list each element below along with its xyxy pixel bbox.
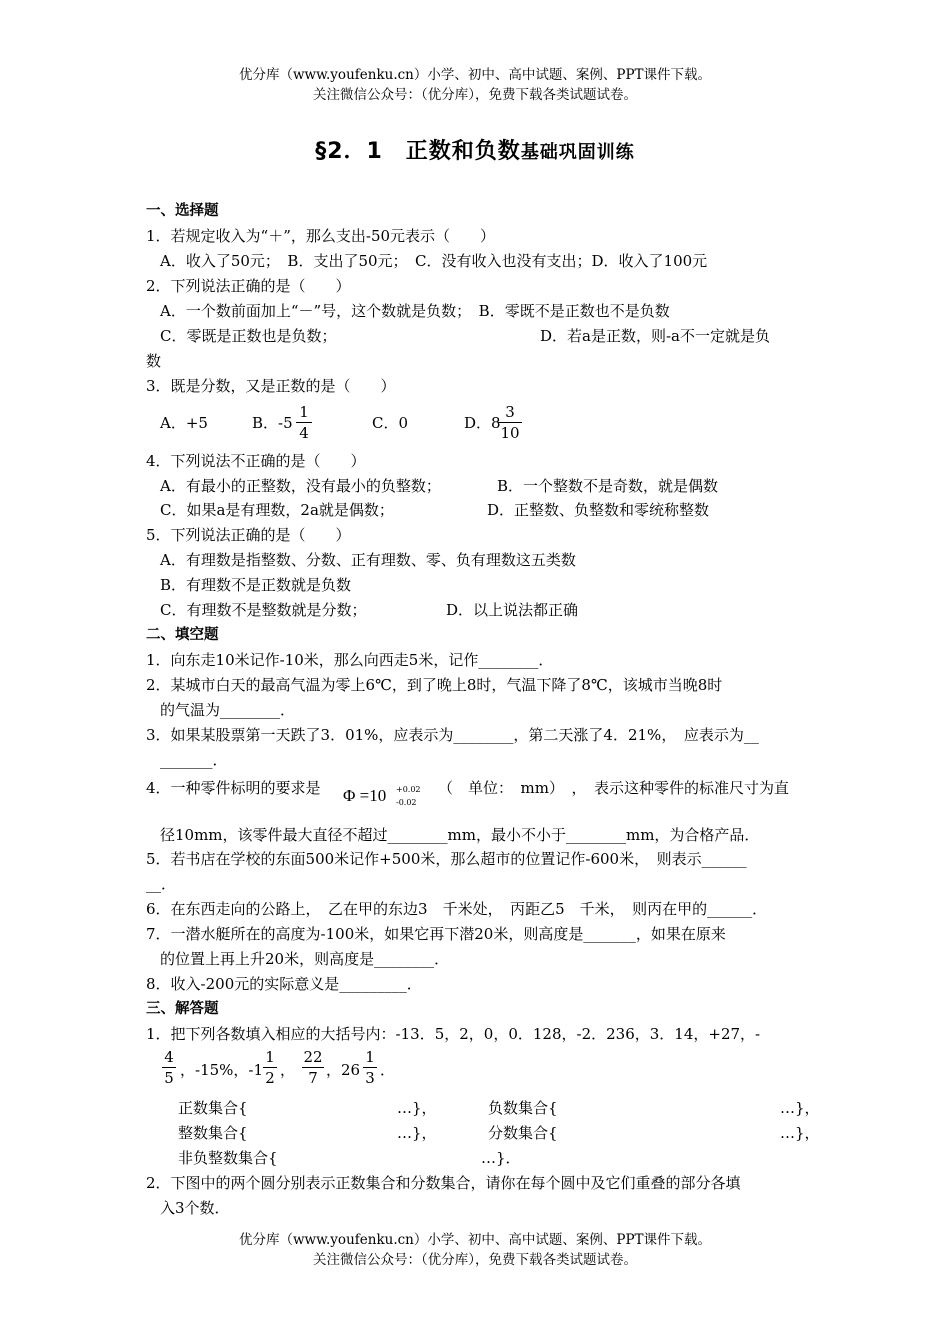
set-nonneg-integer-end: …}．: [481, 1149, 521, 1167]
fill-q4-upper-tolerance: +0.02: [396, 785, 421, 794]
set-integer-label: 整数集合{: [178, 1124, 248, 1142]
choice-q4-option-b: B．一个整数不是奇数，就是偶数: [497, 477, 719, 495]
choice-q4-option-d: D．正整数、负整数和零统称整数: [487, 501, 710, 519]
answer-q1-text-3: ，26: [326, 1061, 361, 1079]
choice-q5: 5．下列说法正确的是（ ）: [146, 526, 351, 544]
fill-q4-lower-tolerance: -0.02: [396, 798, 417, 807]
footer-line-1: 优分库（www.youfenku.cn）小学、初中、高中试题、案例、PPT课件下载。: [238, 1232, 712, 1248]
fill-q2: 2．某城市白天的最高气温为零上6℃，到了晚上8时，气温下降了8℃，该城市当晚8时: [146, 676, 723, 694]
choice-q5-option-a: A．有理数是指整数、分数、正有理数、零、负有理数这五类数: [160, 551, 576, 569]
set-fraction-label: 分数集合{: [488, 1124, 558, 1142]
fill-q6: 6．在东西走向的公路上， 乙在甲的东边3 千米处， 丙距乙5 千米， 则丙在甲的______．: [146, 900, 768, 918]
answer-q1-text-1: ，-15%，-1: [180, 1061, 264, 1079]
set-fraction-end: …}，: [780, 1124, 820, 1142]
answer-q1-fraction-4-5: 4 5: [162, 1048, 176, 1087]
answer-q1-fraction-1-2: 1 2: [263, 1048, 277, 1087]
fill-q3-cont: _______．: [160, 751, 228, 769]
section-answer-heading: 三、解答题: [146, 1001, 219, 1017]
choice-q1: 1．若规定收入为“＋”，那么支出-50元表示（ ）: [146, 227, 496, 245]
fill-q8: 8．收入-200元的实际意义是_________．: [146, 975, 422, 993]
answer-q1-fraction-1-3: 1 3: [363, 1048, 377, 1087]
set-integer-end: …}，: [397, 1124, 437, 1142]
answer-q2-cont: 入3个数．: [160, 1199, 230, 1217]
choice-q3-option-b: B．-5: [252, 414, 293, 432]
fill-q7: 7．一潜水艇所在的高度为-100米，如果它再下潜20米，则高度是_______，如果在原来: [146, 925, 726, 943]
answer-q1: 1．把下列各数填入相应的大括号内：-13．5，2，0，0．128，-2．236，3．14，+27，-: [146, 1025, 761, 1043]
choice-q2-option-d: D．若a是正数，则-a不一定就是负: [540, 327, 770, 345]
choice-q5-option-c: C．有理数不是整数就是分数；: [160, 601, 367, 619]
answer-q2: 2．下图中的两个圆分别表示正数集合和分数集合，请你在每个圆中及它们重叠的部分各填: [146, 1174, 741, 1192]
answer-q1-fraction-22-7: 22 7: [303, 1048, 323, 1087]
choice-q2-option-d-cont: 数: [146, 352, 162, 370]
set-nonneg-integer-label: 非负整数集合{: [178, 1149, 278, 1167]
answer-q1-text-4: ．: [380, 1061, 396, 1079]
fill-q5: 5．若书店在学校的东面500米记作+500米，那么超市的位置记作-600米， 则表示______: [146, 850, 747, 868]
fill-q3: 3．如果某股票第一天跌了3．01%，应表示为________，第二天涨了4．21%， 应表示为__: [146, 726, 759, 744]
choice-q3-d-fraction: 3 10: [498, 403, 522, 442]
section-fill-heading: 二、填空题: [146, 627, 219, 643]
choice-q2-option-c: C．零既是正数也是负数；: [160, 327, 337, 345]
set-positive-end: …}，: [397, 1099, 437, 1117]
fill-q2-cont: 的气温为________．: [160, 701, 296, 719]
choice-q5-option-b: B．有理数不是正数就是负数: [160, 576, 352, 594]
choice-q2-option-ab: A．一个数前面加上“－”号，这个数就是负数； B．零既不是正数也不是负数: [160, 302, 670, 320]
set-negative-end: …}，: [780, 1099, 820, 1117]
fill-q4-cont: （ 单位： mm） ， 表示这种零件的标准尺寸为直: [438, 779, 789, 797]
set-positive-label: 正数集合{: [178, 1099, 248, 1117]
section-choice-heading: 一、选择题: [146, 203, 219, 219]
choice-q2: 2．下列说法正确的是（ ）: [146, 277, 351, 295]
choice-q3: 3．既是分数，又是正数的是（ ）: [146, 377, 396, 395]
fill-q4-cont-2: 径10mm，该零件最大直径不超过________mm，最小不小于________mm，为合格产品．: [160, 826, 760, 844]
footer-line-2: 关注微信公众号：（优分库），免费下载各类试题试卷。: [313, 1252, 637, 1268]
header-line-1: 优分库（www.youfenku.cn）小学、初中、高中试题、案例、PPT课件下载。: [238, 67, 712, 83]
title-main: §2．1 正数和负数: [315, 139, 521, 164]
choice-q3-option-c: C．0: [372, 414, 409, 432]
choice-q4-option-c: C．如果a是有理数，2a就是偶数；: [160, 501, 394, 519]
fill-q4: 4．一种零件标明的要求是: [146, 779, 321, 797]
choice-q3-option-a: A．+5: [160, 414, 208, 432]
choice-q1-options: A．收入了50元； B．支出了50元； C．没有收入也没有支出；D．收入了100元: [160, 252, 708, 270]
answer-q1-text-2: ，: [280, 1061, 296, 1079]
choice-q3-b-fraction: 1 4: [296, 403, 312, 442]
title-sub: 基础巩固训练: [520, 142, 635, 163]
fill-q5-cont: __．: [146, 875, 177, 893]
fill-q4-formula: Φ =10: [343, 786, 387, 805]
header-line-2: 关注微信公众号：（优分库），免费下载各类试题试卷。: [313, 87, 637, 103]
page-title: [0, 138, 950, 167]
choice-q4-option-a: A．有最小的正整数，没有最小的负整数；: [160, 477, 441, 495]
fill-q1: 1．向东走10米记作-10米，那么向西走5米，记作________．: [146, 651, 554, 669]
choice-q5-option-d: D．以上说法都正确: [446, 601, 579, 619]
fill-q7-cont: 的位置上再上升20米，则高度是________．: [160, 950, 450, 968]
set-negative-label: 负数集合{: [488, 1099, 558, 1117]
choice-q3-option-d: D．8: [464, 414, 501, 432]
choice-q4: 4．下列说法不正确的是（ ）: [146, 452, 366, 470]
